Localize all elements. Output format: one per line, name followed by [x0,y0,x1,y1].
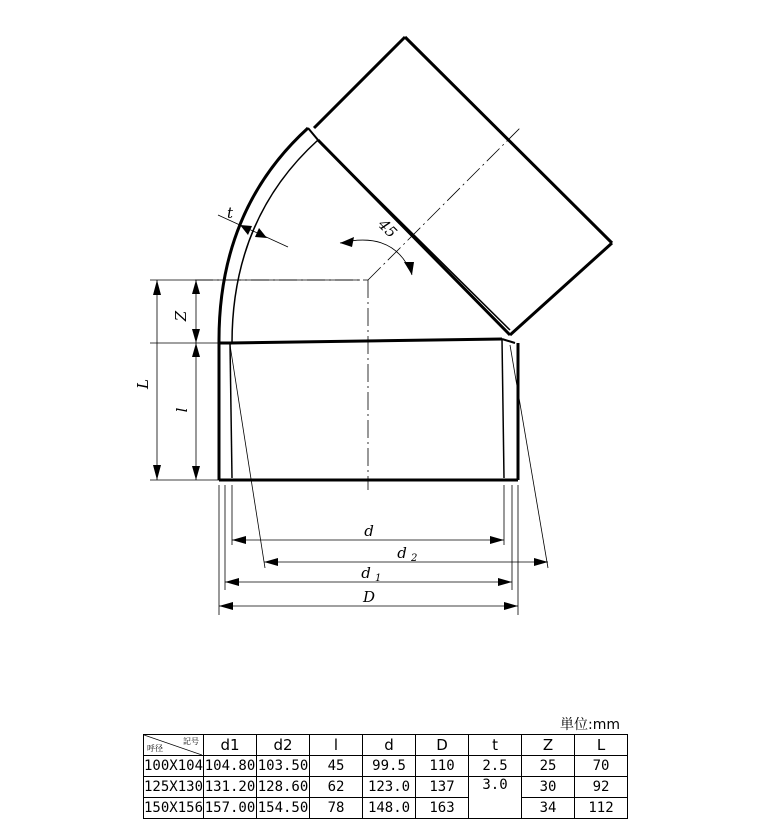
cell-L: 92 [575,777,628,798]
table-corner-cell [144,735,204,756]
cell-l: 62 [310,777,363,798]
cell-d: 123.0 [363,777,416,798]
corner-label-size: 呼径 [147,744,163,753]
cell-d: 99.5 [363,756,416,777]
header-d2: d2 [257,735,310,756]
label-angle: 45 [374,215,401,242]
header-t: t [469,735,522,756]
cell-d2: 103.50 [257,756,310,777]
cell-size: 125X130 [144,777,204,798]
header-d1: d1 [204,735,257,756]
cell-D: 110 [416,756,469,777]
cell-t: 3.0 [469,777,522,819]
cell-l: 45 [310,756,363,777]
lower-socket [219,339,518,480]
table-row [144,798,628,819]
elbow-body [219,128,318,343]
table-header-row [144,735,628,756]
label-d1-sub: 1 [375,573,382,584]
label-d1: d [361,564,371,582]
cell-d1: 131.20 [204,777,257,798]
header-Z: Z [522,735,575,756]
cell-Z: 25 [522,756,575,777]
upper-socket [314,37,612,335]
table-row [144,756,628,777]
cell-size: 100X104 [144,756,204,777]
arrowheads [153,225,548,610]
label-l: l [173,407,191,413]
label-d: d [364,522,374,540]
center-lines [195,128,520,490]
corner-label-symbol: 記号 [183,737,200,746]
header-d: d [363,735,416,756]
cell-d1: 104.80 [204,756,257,777]
extension-lines [150,280,548,615]
unit-note: 単位:mm [560,717,620,733]
cell-D: 137 [416,777,469,798]
cell-L: 112 [575,798,628,819]
cell-d2: 154.50 [257,798,310,819]
header-L: L [575,735,628,756]
spec-table [143,734,628,819]
cell-size: 150X156 [144,798,204,819]
cell-Z: 34 [522,798,575,819]
cell-l: 78 [310,798,363,819]
cell-D: 163 [416,798,469,819]
cell-d1: 157.00 [204,798,257,819]
cell-Z: 30 [522,777,575,798]
label-D: D [362,588,376,606]
header-l: l [310,735,363,756]
label-L: L [134,379,152,389]
vertical-dimensions [157,280,196,480]
cell-t: 2.5 [469,756,522,777]
label-t: t [226,204,234,222]
table-row [144,777,628,798]
label-d2: d [397,544,407,562]
cell-L: 70 [575,756,628,777]
horizontal-dimensions [219,540,548,606]
cell-d: 148.0 [363,798,416,819]
header-D: D [416,735,469,756]
label-Z: Z [172,310,190,322]
cell-d2: 128.60 [257,777,310,798]
label-d2-sub: 2 [411,553,418,564]
